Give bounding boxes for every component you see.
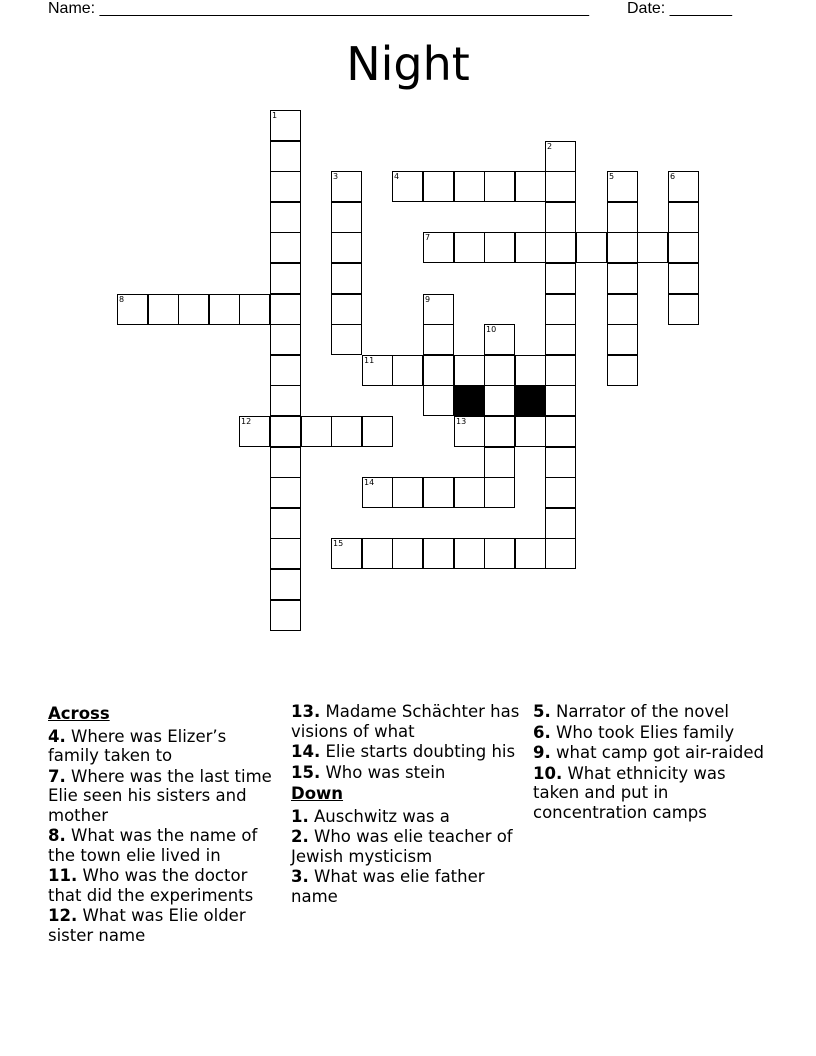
clue-number: 9. xyxy=(533,743,551,762)
clue-number-label: 4 xyxy=(394,172,400,181)
grid-cell[interactable] xyxy=(331,202,362,233)
grid-cell[interactable] xyxy=(270,110,301,141)
grid-cell[interactable] xyxy=(545,324,576,355)
clue-text: What ethnicity was taken and put in concentration camps xyxy=(533,763,726,822)
grid-cell[interactable] xyxy=(668,294,699,325)
grid-cell[interactable] xyxy=(545,385,576,416)
grid-cell[interactable] xyxy=(454,538,485,569)
clue-text: Who took Elies family xyxy=(556,722,735,742)
grid-cell[interactable] xyxy=(148,294,179,325)
clue-number-label: 9 xyxy=(425,295,431,304)
clue-number: 4. xyxy=(48,726,66,746)
clue-number-label: 10 xyxy=(486,325,497,334)
grid-cell[interactable] xyxy=(515,355,546,386)
grid-cell[interactable] xyxy=(668,202,699,233)
clue-number: 1. xyxy=(291,806,309,826)
clue-number-label: 7 xyxy=(425,233,431,242)
grid-cell[interactable] xyxy=(331,324,362,355)
grid-cell[interactable] xyxy=(545,263,576,294)
clue-text: What was Elie older sister name xyxy=(48,906,246,945)
clue-number-label: 8 xyxy=(119,295,125,304)
grid-cell[interactable] xyxy=(270,569,301,600)
clue-text: What was elie father name xyxy=(291,867,485,906)
down-clue xyxy=(533,743,773,763)
grid-cell[interactable] xyxy=(484,171,515,202)
name-line: Name: _______________________________________________________ xyxy=(48,0,589,17)
grid-cell[interactable] xyxy=(117,294,148,325)
grid-cell[interactable] xyxy=(270,355,301,386)
grid-cell[interactable] xyxy=(392,538,423,569)
clue-text: Auschwitz was a xyxy=(314,806,450,826)
grid-cell[interactable] xyxy=(423,355,454,386)
grid-cell[interactable] xyxy=(270,477,301,508)
grid-cell[interactable] xyxy=(545,447,576,478)
clue-text: Narrator of the novel xyxy=(556,702,729,721)
grid-cell[interactable] xyxy=(484,385,515,416)
grid-cell[interactable] xyxy=(423,171,454,202)
grid-cell[interactable] xyxy=(484,447,515,478)
grid-cell[interactable] xyxy=(270,508,301,539)
down-clue xyxy=(291,807,523,827)
grid-cell[interactable] xyxy=(545,508,576,539)
grid-cell[interactable] xyxy=(331,538,362,569)
clue-number-label: 12 xyxy=(241,417,252,426)
grid-cell[interactable] xyxy=(545,294,576,325)
grid-cell[interactable] xyxy=(545,202,576,233)
clue-number: 10. xyxy=(533,763,563,783)
down-heading: Down xyxy=(291,784,344,803)
down-clue xyxy=(533,702,773,722)
grid-cell[interactable] xyxy=(270,600,301,631)
clue-number-label: 2 xyxy=(547,142,553,151)
grid-cell[interactable] xyxy=(423,294,454,325)
clue-text: Where was the last time Elie seen his sisters and mother xyxy=(48,766,272,825)
across-clue xyxy=(48,727,280,766)
grid-cell[interactable] xyxy=(484,477,515,508)
across-clue xyxy=(48,866,280,905)
grid-cell[interactable] xyxy=(270,447,301,478)
grid-cell[interactable] xyxy=(668,232,699,263)
clue-text: Elie starts doubting his xyxy=(325,742,516,761)
clue-text: What was the name of the town elie lived in xyxy=(48,826,258,865)
down-clue xyxy=(533,764,773,823)
grid-cell[interactable] xyxy=(484,355,515,386)
grid-cell[interactable] xyxy=(423,477,454,508)
clue-number: 12. xyxy=(48,906,78,925)
grid-cell[interactable] xyxy=(484,416,515,447)
grid-cell[interactable] xyxy=(484,538,515,569)
grid-cell[interactable] xyxy=(331,263,362,294)
page-title: Night xyxy=(346,37,470,91)
grid-cell[interactable] xyxy=(607,263,638,294)
grid-cell[interactable] xyxy=(392,477,423,508)
down-clue xyxy=(291,867,523,906)
grid-cell[interactable] xyxy=(270,294,301,325)
clue-number: 3. xyxy=(291,867,309,886)
date-line: Date: _______ xyxy=(627,0,732,17)
clue-text: what camp got air-raided xyxy=(556,743,764,762)
clue-text: Who was stein xyxy=(325,762,446,782)
grid-cell[interactable] xyxy=(545,477,576,508)
grid-cell[interactable] xyxy=(545,355,576,386)
clue-column-3 xyxy=(533,702,773,823)
grid-cell[interactable] xyxy=(301,416,332,447)
grid-cell[interactable] xyxy=(607,355,638,386)
across-clue xyxy=(48,826,280,865)
clue-column-2 xyxy=(291,702,523,907)
grid-cell[interactable] xyxy=(454,171,485,202)
clue-text: Madame Schächter has visions of what xyxy=(291,702,520,741)
grid-cell[interactable] xyxy=(331,294,362,325)
grid-cell[interactable] xyxy=(545,232,576,263)
clue-number-label: 13 xyxy=(456,417,467,426)
grid-cell[interactable] xyxy=(362,416,393,447)
across-heading: Across xyxy=(48,704,110,723)
grid-cell[interactable] xyxy=(484,232,515,263)
down-clue xyxy=(533,723,773,743)
grid-cell[interactable] xyxy=(668,171,699,202)
clue-number-label: 11 xyxy=(364,356,375,365)
grid-cell[interactable] xyxy=(270,171,301,202)
clue-number: 7. xyxy=(48,766,66,786)
grid-cell[interactable] xyxy=(545,538,576,569)
grid-cell[interactable] xyxy=(423,324,454,355)
grid-cell[interactable] xyxy=(392,171,423,202)
clue-text: Who was elie teacher of Jewish mysticism xyxy=(291,827,513,866)
grid-cell[interactable] xyxy=(607,324,638,355)
grid-cell[interactable] xyxy=(239,416,270,447)
clue-number: 8. xyxy=(48,826,66,845)
grid-cell[interactable] xyxy=(454,416,485,447)
grid-cell[interactable] xyxy=(270,263,301,294)
grid-cell[interactable] xyxy=(423,538,454,569)
clue-text: Who was the doctor that did the experiments xyxy=(48,866,254,905)
grid-cell[interactable] xyxy=(178,294,209,325)
grid-cell[interactable] xyxy=(484,324,515,355)
clue-number: 11. xyxy=(48,866,78,885)
grid-cell[interactable] xyxy=(607,232,638,263)
grid-cell[interactable] xyxy=(423,232,454,263)
grid-cell-black xyxy=(515,385,546,416)
grid-cell[interactable] xyxy=(270,232,301,263)
grid-cell[interactable] xyxy=(270,416,301,447)
grid-cell[interactable] xyxy=(270,202,301,233)
grid-cell[interactable] xyxy=(209,294,240,325)
down-clue xyxy=(291,827,523,866)
grid-cell[interactable] xyxy=(454,232,485,263)
clue-number-label: 15 xyxy=(333,539,344,548)
clue-number: 13. xyxy=(291,702,321,721)
grid-cell[interactable] xyxy=(454,477,485,508)
grid-cell[interactable] xyxy=(545,171,576,202)
clue-text: Where was Elizer’s family taken to xyxy=(48,726,227,765)
across-clue xyxy=(291,742,523,762)
grid-cell[interactable] xyxy=(515,171,546,202)
grid-cell-black xyxy=(454,385,485,416)
clue-number: 15. xyxy=(291,762,321,782)
grid-cell[interactable] xyxy=(545,416,576,447)
grid-cell[interactable] xyxy=(607,202,638,233)
grid-cell[interactable] xyxy=(362,538,393,569)
grid-cell[interactable] xyxy=(331,416,362,447)
clue-number: 6. xyxy=(533,722,551,742)
grid-cell[interactable] xyxy=(515,232,546,263)
clue-number: 5. xyxy=(533,702,551,721)
clue-number-label: 6 xyxy=(670,172,676,181)
grid-cell[interactable] xyxy=(607,171,638,202)
grid-cell[interactable] xyxy=(331,232,362,263)
grid-cell[interactable] xyxy=(239,294,270,325)
grid-cell[interactable] xyxy=(331,171,362,202)
grid-cell[interactable] xyxy=(454,355,485,386)
across-clue xyxy=(48,906,280,945)
grid-cell[interactable] xyxy=(362,477,393,508)
grid-cell[interactable] xyxy=(423,385,454,416)
grid-cell[interactable] xyxy=(668,263,699,294)
clue-number-label: 3 xyxy=(333,172,339,181)
grid-cell[interactable] xyxy=(270,538,301,569)
grid-cell[interactable] xyxy=(515,416,546,447)
clue-number: 2. xyxy=(291,827,309,846)
grid-cell[interactable] xyxy=(637,232,668,263)
clue-number-label: 1 xyxy=(272,111,278,120)
grid-cell[interactable] xyxy=(545,141,576,172)
clue-number-label: 14 xyxy=(364,478,375,487)
clue-number: 14. xyxy=(291,742,321,761)
across-clue xyxy=(291,702,523,741)
grid-cell[interactable] xyxy=(270,141,301,172)
grid-cell[interactable] xyxy=(270,324,301,355)
grid-cell[interactable] xyxy=(362,355,393,386)
clue-column-1 xyxy=(48,702,280,946)
grid-cell[interactable] xyxy=(270,385,301,416)
grid-cell[interactable] xyxy=(515,538,546,569)
grid-cell[interactable] xyxy=(392,355,423,386)
grid-cell[interactable] xyxy=(576,232,607,263)
clue-number-label: 5 xyxy=(609,172,615,181)
across-clue xyxy=(48,767,280,826)
across-clue xyxy=(291,763,523,783)
grid-cell[interactable] xyxy=(607,294,638,325)
